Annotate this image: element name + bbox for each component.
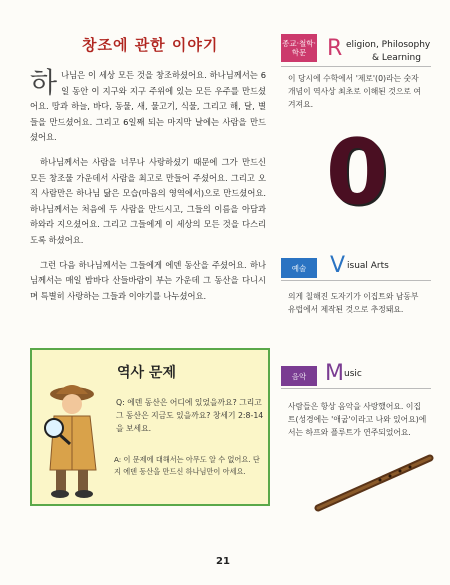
- music-tag: 음악: [281, 366, 317, 386]
- music-desc: 사람들은 항상 음악을 사랑했어요. 이집트(성경에는 '애굽'이라고 나와 있어요)에서는 하프와 플루트가 연주되었어요.: [288, 402, 427, 437]
- religion-heading-line2: & Learning: [372, 53, 421, 63]
- page-title: 창조에 관한 이야기: [82, 36, 219, 54]
- quiz-title: 역사 문제: [117, 365, 176, 381]
- page-number: 21: [216, 556, 230, 567]
- religion-heading: eligion, Philosophy: [346, 40, 431, 50]
- visual-desc: 의게 칠해진 도자기가 이집트와 남동부 유럽에서 제작된 것으로 추정돼요.: [288, 292, 419, 314]
- flute-illustration: [310, 450, 440, 520]
- zero-glyph: 0: [325, 120, 389, 225]
- visual-letter: V: [330, 253, 346, 278]
- quiz-answer: A: 이 문제에 대해서는 아무도 알 수 없어요. 단지 에덴 동산을 만드신 하나님만이 아세요.: [114, 455, 260, 476]
- visual-divider: [281, 280, 431, 281]
- religion-letter: R: [327, 36, 343, 61]
- detective-illustration: [38, 374, 108, 500]
- visual-heading: isual Arts: [347, 261, 389, 271]
- paragraph-3: 그런 다음 하나님께서는 그들에게 에덴 동산을 주셨어요. 하나님께서는 매일 밤바다 산들바람이 부는 가운데 그 동산을 다니시며 특별히 사랑하는 그들과 이야기를 나누셨어요.: [30, 259, 266, 301]
- music-divider: [281, 388, 431, 389]
- quiz-question: Q: 에덴 동산은 어디에 있었을까요? 그리고 그 동산은 지금도 있을까요? 창세기 2:8-14을 보세요.: [116, 398, 264, 433]
- music-heading: usic: [344, 369, 362, 379]
- paragraph-1: [30, 68, 266, 146]
- religion-divider: [281, 66, 431, 67]
- religion-desc: 이 당시에 수학에서 '제로'(0)라는 숫자 개념이 역사상 최초로 이해된 것으로 여겨져요.: [288, 74, 421, 109]
- paragraph-2: 하나님께서는 사람을 너무나 사랑하셨기 때문에 그가 만드신 모든 창조물 가운데서 사람을 최고로 만들어 주셨어요. 그리고 오직 사람만은 하나님 닮은 모습(마음의 영역에서)으로 만드셨어요. 하나님께서는 처음에 두 사람을 만드시고, 그들의 이름을 아담과 하와라 지으셨어요. 그리고 그들에게 이 세상의 모든 것을 다스리도록 하셨어요.: [30, 156, 266, 245]
- music-letter: M: [325, 361, 344, 386]
- history-quiz-box: [30, 348, 270, 506]
- religion-tag: 종교·철학·학문: [281, 34, 317, 62]
- main-article: [30, 68, 266, 313]
- paragraph-1-text: 나님은 이 세상 모든 것을 창조하셨어요. 하나님께서는 6일 동안 이 지구와 지구 주위에 있는 모든 우주를 만드셨어요. 땅과 하늘, 바다, 동물, 새, 물고기, 식물, 그리고 해, 달, 별들을 만드셨어요. 그리고 6일째 되는 마지막 날에는 사람을 만드셨어요.: [30, 70, 266, 143]
- dropcap: 하: [30, 66, 58, 99]
- visual-tag: 예술: [281, 258, 317, 278]
